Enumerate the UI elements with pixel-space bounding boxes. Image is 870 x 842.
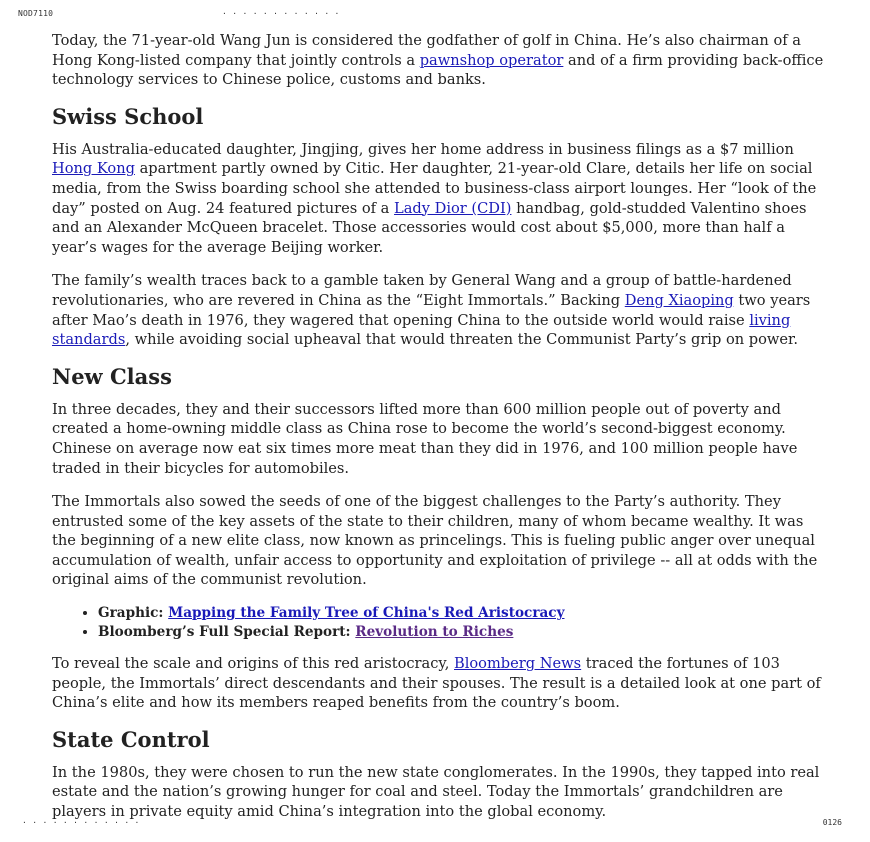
text: traced the fortunes of 103 people, the Immortals’ direct descendants and their spouses. The result is a detailed look at one part of China’s elite and how its members reaped benefits from the country’s boom. xyxy=(52,655,821,712)
text: two years after Mao’s death in 1976, they wagered that opening China to the outside world would raise xyxy=(52,291,811,329)
paragraph-intro xyxy=(52,31,827,90)
text: To reveal the scale and origins of this red aristocracy, xyxy=(52,655,454,673)
article-body xyxy=(52,31,827,836)
paragraph-immortals-seeds: The Immortals also sowed the seeds of one of the biggest challenges to the Party’s authority. They entrusted some of the key assets of the state to their children, many of whom became wealthy. It was the beginning of a new elite class, now known as princelings. This is fueling public anger over unequal accumulation of wealth, unfair access to opportunity and exploitation of privilege -- all at odds with the original aims of the communist revolution. xyxy=(52,493,818,589)
text: and of a firm providing back-office technology services to Chinese police, customs and banks. xyxy=(52,51,824,89)
text: His Australia-educated daughter, Jingjing, gives her home address in business filings as a $7 million xyxy=(52,140,794,158)
text: , while avoiding social upheaval that would threaten the Communist Party’s grip on power. xyxy=(125,331,799,349)
page-header-url: · · · · · · · · · · · · xyxy=(222,9,340,18)
bullet-label: Graphic: xyxy=(98,605,169,622)
link-revolution-to-riches[interactable]: Revolution to Riches xyxy=(355,623,514,640)
related-links-list xyxy=(52,604,827,641)
link-living-standards[interactable]: living standards xyxy=(52,311,791,349)
heading-state-control: State Control xyxy=(52,726,210,752)
page-header-code: NOD7110 xyxy=(18,9,54,18)
heading-swiss-school: Swiss School xyxy=(52,103,204,129)
paragraph-red-aristocracy xyxy=(52,654,827,713)
link-pawnshop-operator[interactable]: pawnshop operator xyxy=(419,51,564,69)
link-lady-dior[interactable]: Lady Dior (CDI) xyxy=(394,199,512,217)
page-footer-number: 0126 xyxy=(822,818,842,827)
link-bloomberg-news[interactable]: Bloomberg News xyxy=(454,655,582,673)
link-hong-kong[interactable]: Hong Kong xyxy=(52,160,135,178)
text: The family’s wealth traces back to a gamble taken by General Wang and a group of battle-hardened revolutionaries, who are revered in China as the “Eight Immortals.” Backing xyxy=(52,272,792,309)
link-deng-xiaoping[interactable]: Deng Xiaoping xyxy=(624,291,734,309)
heading-new-class: New Class xyxy=(52,363,172,389)
paragraph-three-decades: In three decades, they and their successors lifted more than 600 million people out of poverty and created a home-owning middle class as China rose to become the world’s second-biggest economy. Chinese on average now eat six times more meat than they did in 1976, and 100 million people have traded in their bicycles for automobiles. xyxy=(52,400,798,477)
list-item xyxy=(98,604,827,623)
link-family-tree-graphic[interactable]: Mapping the Family Tree of China's Red Aristocracy xyxy=(168,605,565,622)
paragraph-family-wealth xyxy=(52,271,827,349)
list-item xyxy=(98,623,827,642)
paragraph-conglomerates: In the 1980s, they were chosen to run the new state conglomerates. In the 1990s, they tapped into real estate and the nation’s growing hunger for coal and steel. Today the Immortals’ grandchildren are players in private equity amid China’s integration into the global economy. xyxy=(52,763,820,821)
text: apartment partly owned by Citic. Her daughter, 21-year-old Clare, details her life on social media, from the Swiss boarding school she attended to business-class airport lounges. Her “look of the day” posted on Aug. 24 featured pictures of a xyxy=(52,160,817,217)
text: Today, the 71-year-old Wang Jun is considered the godfather of golf in China. He’s also chairman of a Hong Kong-listed company that jointly controls a xyxy=(52,32,801,69)
text: handbag, gold-studded Valentino shoes and an Alexander McQueen bracelet. Those accessories would cost about $5,000, more than half a year’s wages for the average Beijing worker. xyxy=(52,199,807,256)
page-footer-url: · · · · · · · · · · · · xyxy=(22,818,140,827)
bullet-label: Bloomberg’s Full Special Report: xyxy=(98,623,356,640)
paragraph-daughter xyxy=(52,140,827,258)
